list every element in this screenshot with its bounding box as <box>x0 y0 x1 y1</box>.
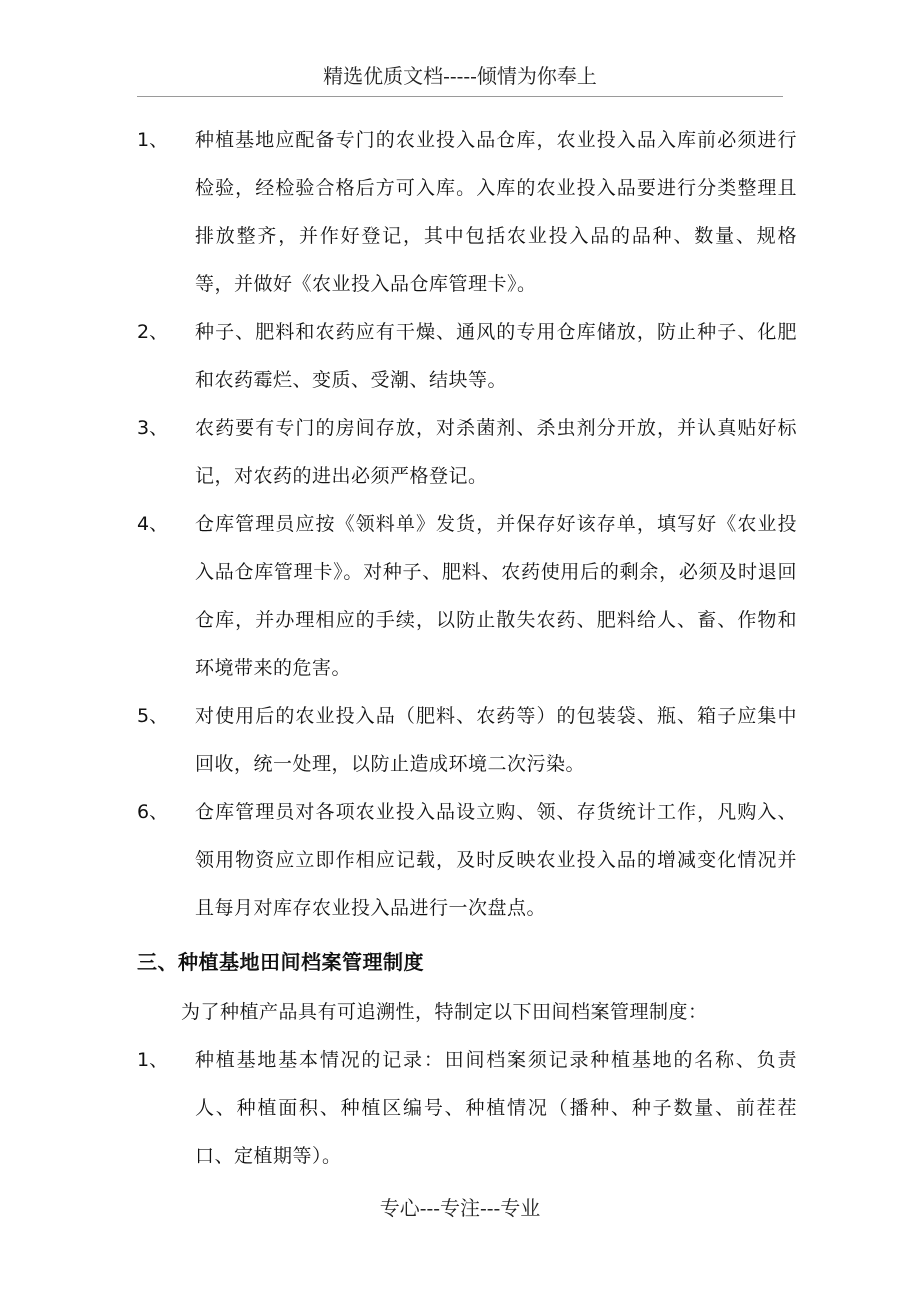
item-number: 2、 <box>137 321 169 343</box>
list-item <box>137 500 797 692</box>
item-text: 仓库管理员对各项农业投入品设立购、领、存货统计工作，凡购入、领用物资应立即作相应记载，及时反映农业投入品的增减变化情况并且每月对库存农业投入品进行一次盘点。 <box>195 801 797 919</box>
list-item <box>137 116 797 308</box>
item-number: 1、 <box>137 129 169 151</box>
page-header: 精选优质文档-----倾情为你奉上 <box>323 64 597 88</box>
page-footer: 专心---专注---专业 <box>379 1196 541 1220</box>
document-body <box>137 116 797 1180</box>
list-item <box>137 404 797 500</box>
item-text: 仓库管理员应按《领料单》发货，并保存好该存单，填写好《农业投入品仓库管理卡》。对种子、肥料、农药使用后的剩余，必须及时退回仓库，并办理相应的手续，以防止散失农药、肥料给人、畜、作物和环境带来的危害。 <box>195 513 797 679</box>
item-text: 农药要有专门的房间存放，对杀菌剂、杀虫剂分开放，并认真贴好标记，对农药的进出必须严格登记。 <box>195 417 797 487</box>
list-item <box>137 308 797 404</box>
item-number: 6、 <box>137 801 169 823</box>
section-heading: 三、种植基地田间档案管理制度 <box>137 950 424 974</box>
list-item <box>137 788 797 932</box>
item-text: 种植基地基本情况的记录：田间档案须记录种植基地的名称、负责人、种植面积、种植区编号、种植情况（播种、种子数量、前茬茬口、定植期等）。 <box>195 1049 797 1167</box>
item-number: 5、 <box>137 705 169 727</box>
item-text: 对使用后的农业投入品（肥料、农药等）的包装袋、瓶、箱子应集中回收，统一处理，以防止造成环境二次污染。 <box>195 705 797 775</box>
section-intro: 为了种植产品具有可追溯性，特制定以下田间档案管理制度： <box>181 1001 708 1023</box>
list-item <box>137 692 797 788</box>
list-item <box>137 1036 797 1180</box>
item-number: 3、 <box>137 417 169 439</box>
item-number: 1、 <box>137 1049 169 1071</box>
item-text: 种子、肥料和农药应有干燥、通风的专用仓库储放，防止种子、化肥和农药霉烂、变质、受潮、结块等。 <box>195 321 797 391</box>
item-text: 种植基地应配备专门的农业投入品仓库，农业投入品入库前必须进行检验，经检验合格后方可入库。入库的农业投入品要进行分类整理且排放整齐，并作好登记，其中包括农业投入品的品种、数量、规格等，并做好《农业投入品仓库管理卡》。 <box>195 129 797 295</box>
item-number: 4、 <box>137 513 169 535</box>
header-divider <box>137 96 783 97</box>
